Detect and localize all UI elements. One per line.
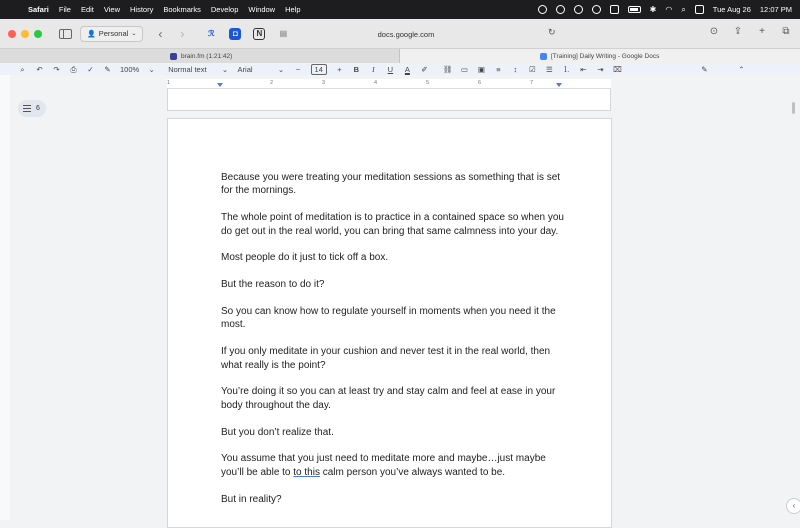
ruler-tick: 2 [270,80,274,86]
chevron-down-icon: ⌄ [131,31,137,37]
font-size-input[interactable]: 14 [311,64,327,75]
battery-icon[interactable] [628,6,641,13]
image-icon[interactable]: ▣ [477,64,485,74]
browser-toolbar [0,19,800,49]
cloud-icon[interactable] [538,5,547,14]
ruler-tick: 5 [426,80,430,86]
previous-page [167,89,611,111]
outline-count: 6 [36,105,40,112]
paragraph[interactable]: The whole point of meditation is to practice in a contained space so when you do get out in the real world, you can bring that same calmness into your day. [221,212,564,237]
extension-k-icon[interactable]: ℛ [208,29,215,38]
zoom-select[interactable]: 100% [120,64,140,74]
font-select[interactable]: Arial [237,64,253,74]
downloads-icon[interactable]: ⊙ [709,26,719,37]
paragraph[interactable]: Because you were treating your meditation sessions as something that is set for the mornings. [221,172,561,197]
undo-icon[interactable]: ↶ [36,64,43,74]
paragraph[interactable] [221,452,566,479]
numbered-list-icon[interactable]: ⒈ [562,64,571,74]
paragraph[interactable]: So you can know how to regulate yourself in moments when you need it the most. [221,306,556,331]
outline-icon [23,105,31,112]
paragraph[interactable]: You’re doing it so you can at least try and stay calm and feel at ease in your body throughout the day. [221,386,556,411]
highlight-icon[interactable]: ✐ [421,64,428,74]
status-area [538,5,792,15]
profile-selector[interactable] [80,26,143,42]
align-icon[interactable]: ≡ [496,64,501,74]
ruler-tick: 4 [374,80,378,86]
print-icon[interactable]: ⎙ [70,64,77,74]
document-page[interactable] [167,118,612,528]
address-bar[interactable] [256,26,556,42]
vertical-scrollbar[interactable] [792,102,795,114]
link-icon[interactable]: ⛓ [442,64,453,74]
editing-mode-icon[interactable]: ✎ [701,64,708,74]
increase-font-button[interactable]: + [337,64,342,74]
search-icon[interactable]: ⌕ [681,4,686,14]
control-center-icon[interactable] [695,5,704,14]
sidebar-toggle-icon[interactable] [59,29,72,39]
menu-bookmarks[interactable]: Bookmarks [163,5,201,14]
docs-toolbar [0,63,800,75]
paint-format-icon[interactable]: ✎ [104,64,111,74]
redo-icon[interactable]: ↷ [53,64,60,74]
extension-bitwarden-icon[interactable]: ◘ [229,28,241,40]
person-icon: 👤 [87,30,96,38]
new-tab-icon[interactable]: + [759,26,765,37]
zoom-window-button[interactable] [34,30,42,38]
macos-menubar [0,0,800,19]
tab-google-docs[interactable] [400,49,800,63]
ruler-tick: 7 [530,80,534,86]
extension-reader-icon[interactable]: ▤ [279,29,288,38]
left-indent-marker-icon[interactable] [217,83,223,87]
profile-label: Personal [98,29,129,38]
tab-overview-icon[interactable]: ⧉ [782,26,790,37]
menu-history[interactable]: History [130,5,154,14]
bold-button[interactable]: B [353,64,360,74]
chevron-down-icon: ⌄ [277,64,285,74]
paragraph-text: calm person you’ve always wanted to be. [319,466,506,478]
chevron-down-icon: ⌄ [148,64,155,74]
menu-window[interactable]: Window [248,5,276,14]
side-panel-toggle-icon[interactable]: ‹ [786,498,800,514]
bullet-list-icon[interactable]: ☰ [546,64,553,74]
back-button[interactable]: ‹ [158,26,163,41]
menu-view[interactable]: View [103,5,121,14]
menu-develop[interactable]: Develop [210,5,239,14]
menubar-time[interactable]: 12:07 PM [759,5,792,14]
right-indent-marker-icon[interactable] [556,83,562,87]
search-menus-icon[interactable]: ⌕ [20,64,25,74]
indent-increase-icon[interactable]: ⇥ [597,64,604,74]
share-icon[interactable]: ⇪ [733,26,743,37]
close-window-button[interactable] [8,30,16,38]
style-select[interactable]: Normal text [168,64,207,74]
menu-edit[interactable]: Edit [80,5,94,14]
paragraph-text: You assume that you just need to meditate more and maybe…just maybe you’ll be able to [221,453,546,478]
menu-help[interactable]: Help [285,5,301,14]
comment-icon[interactable]: ▭ [460,64,468,74]
tab-bar [0,49,800,63]
address-text: docs.google.com [377,29,435,39]
google-favicon-icon [540,53,547,60]
bluetooth-icon[interactable]: ✱ [649,5,657,14]
italic-button[interactable]: I [372,64,375,74]
document-outline-button[interactable] [18,100,46,117]
forward-button[interactable]: › [180,26,185,41]
paragraph[interactable]: Most people do it just to tick off a box. [221,252,389,264]
paragraph[interactable]: But in reality? [221,493,282,505]
spelling-suggestion[interactable]: to this [293,466,320,478]
menubar-date[interactable]: Tue Aug 26 [712,5,751,14]
line-spacing-icon[interactable]: ↕ [513,64,518,74]
wifi-icon[interactable]: ◠ [665,5,673,14]
minimize-window-button[interactable] [21,30,29,38]
underline-button[interactable]: U [387,64,394,74]
chevron-up-icon[interactable]: ⌃ [738,64,745,74]
menu-file[interactable]: File [58,5,71,14]
document-body[interactable] [221,171,566,519]
ruler-tick: 3 [322,80,326,86]
clock-icon[interactable] [592,5,601,14]
brainfm-favicon-icon [170,53,177,60]
spellcheck-icon[interactable]: ✓ [87,64,94,74]
paragraph[interactable]: If you only meditate in your cushion and never test it in the real world, then what really is the point? [221,346,551,371]
toolbar-right [708,26,792,38]
clear-formatting-icon[interactable]: ⌧ [613,64,622,74]
reload-icon[interactable]: ↻ [548,27,556,37]
play-icon[interactable] [574,5,583,14]
shield-icon[interactable] [610,5,619,14]
text-color-button[interactable]: A [404,64,410,74]
tab-brainfm[interactable] [0,49,400,63]
extension-notion-icon[interactable]: N [253,28,265,40]
tab-title: [Training] Daily Writing - Google Docs [551,52,660,60]
tab-title: brain.fm (1:21:42) [181,52,233,60]
chevron-down-icon: ⌄ [221,64,229,74]
decrease-font-button[interactable]: − [295,64,301,74]
paragraph[interactable]: But the reason to do it? [221,279,325,291]
moon-icon[interactable] [556,5,565,14]
indent-decrease-icon[interactable]: ⇤ [580,64,587,74]
left-gutter [0,75,10,520]
menu-app-name[interactable]: Safari [28,5,49,14]
checklist-icon[interactable]: ☑ [529,64,536,74]
horizontal-ruler[interactable] [167,79,611,89]
paragraph[interactable]: But you don’t realize that. [221,426,334,438]
ruler-tick: 1 [167,80,171,86]
ruler-tick: 6 [478,80,482,86]
